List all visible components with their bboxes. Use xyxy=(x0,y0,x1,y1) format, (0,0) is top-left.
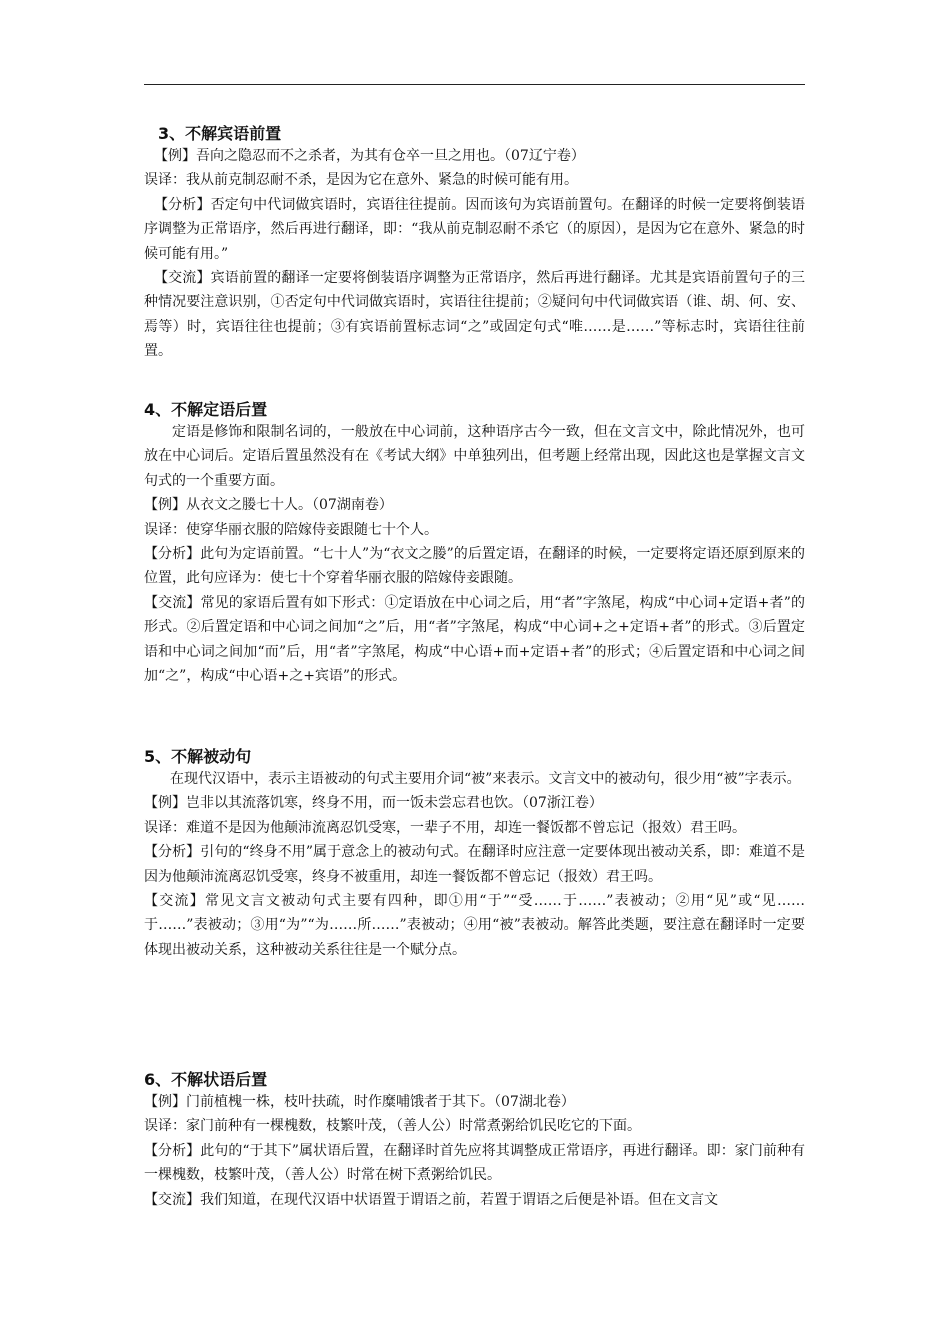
section-4 xyxy=(144,400,805,688)
example-paragraph: 【例】吾向之隐忍而不之杀者，为其有仓卒一旦之用也。（07辽宁卷） xyxy=(154,148,585,164)
section-heading: 4、不解定语后置 xyxy=(144,400,268,419)
exchange-paragraph: 【交流】常见文言文被动句式主要有四种，即①用“于”“受……于……”表被动；②用“见”或“见……于……”表被动；③用“为”“为……所……”表被动；④用“被”表被动。解答此类题，要注意在翻译时一定要体现出被动关系，这种被动关系往往是一个赋分点。 xyxy=(144,893,805,958)
header-rule xyxy=(144,84,805,85)
example-paragraph: 【例】岂非以其流落饥寒，终身不用，而一饭未尝忘君也饮。（07浙江卷） xyxy=(144,795,603,812)
exchange-paragraph: 【交流】宾语前置的翻译一定要将倒装语序调整为正常语序，然后再进行翻译。尤其是宾语前置句子的三种情况要注意识别，①否定句中代词做宾语时，宾语往往提前；②疑问句中代词做宾语（谁、胡、何、安、焉等）时，宾语往往也提前；③有宾语前置标志词“之”或固定句式“唯……是……”等标志时，宾语往往前置。 xyxy=(144,270,805,360)
analysis-paragraph: 【分析】此句的“于其下”属状语后置，在翻译时首先应将其调整成正常语序，再进行翻译。即：家门前种有一棵槐数，枝繁叶茂，（善人公）时常在树下煮粥给饥民。 xyxy=(144,1142,805,1184)
wrong-translation-paragraph: 误译：我从前克制忍耐不杀，是因为它在意外、紧急的时候可能有用。 xyxy=(144,172,578,189)
example-paragraph: 【例】门前植槐一株，枝叶扶疏，时作糜哺饿者于其下。（07湖北卷） xyxy=(144,1094,575,1110)
analysis-paragraph: 【分析】否定句中代词做宾语时，宾语往往提前。因而该句为宾语前置句。在翻译的时候一定要将倒装语序调整为正常语序，然后再进行翻译，即：“我从前克制忍耐不杀它（的原因），是因为它在意外、紧急的时候可能有用。” xyxy=(144,196,805,262)
section-heading: 5、不解被动句 xyxy=(144,747,252,766)
analysis-paragraph: 【分析】此句为定语前置。“七十人”为“衣文之媵”的后置定语，在翻译的时候，一定要将定语还原到原来的位置，此句应译为：使七十个穿着华丽衣服的陪嫁侍妾跟随。 xyxy=(144,546,805,587)
intro-paragraph: 定语是修饰和限制名词的，一般放在中心词前，这种语序古今一致，但在文言文中，除此情况外，也可放在中心词后。定语后置虽然没有在《考试大纲》中单独列出，但考题上经常出现，因此这也是掌握文言文句式的一个重要方面。 xyxy=(144,424,805,489)
intro-paragraph: 在现代汉语中，表示主语被动的句式主要用介词“被”来表示。文言文中的被动句，很少用“被”字表示。 xyxy=(170,771,801,787)
analysis-paragraph: 【分析】引句的“终身不用”属于意念上的被动句式。在翻译时应注意一定要体现出被动关系，即：难道不是因为他颠沛流离忍饥受寒，终身不被重用，却连一餐饭都不曾忘记（报效）君王吗。 xyxy=(144,844,805,885)
exchange-paragraph: 【交流】常见的家语后置有如下形式：①定语放在中心词之后，用“者”字煞尾，构成“中心词+定语+者”的形式。②后置定语和中心词之间加“之”后，用“者”字煞尾，构成“中心词+之+定语+者”的形式。③后置定语和中心词之间加“而”后，用“者”字煞尾，构成“中心语+而+定语+者”的形式；④后置定语和中心词之间加“之”，构成“中心语+之+宾语”的形式。 xyxy=(144,594,805,685)
wrong-translation-paragraph: 误译：使穿华丽衣服的陪嫁侍妾跟随七十个人。 xyxy=(144,521,438,538)
section-3 xyxy=(144,124,805,364)
wrong-translation-paragraph: 误译：难道不是因为他颠沛流离忍饥受寒，一辈子不用，却连一餐饭都不曾忘记（报效）君王吗。 xyxy=(144,819,746,836)
example-paragraph: 【例】从衣文之媵七十人。（07湖南卷） xyxy=(144,497,393,514)
section-heading: 6、不解状语后置 xyxy=(144,1070,268,1089)
section-5 xyxy=(144,747,805,962)
section-6 xyxy=(144,1070,805,1212)
section-heading: 3、不解宾语前置 xyxy=(158,124,282,143)
wrong-translation-paragraph: 误译：家门前种有一棵槐数，枝繁叶茂，（善人公）时常煮粥给饥民吃它的下面。 xyxy=(144,1118,641,1135)
exchange-paragraph: 【交流】我们知道，在现代汉语中状语置于谓语之前，若置于谓语之后便是补语。但在文言文 xyxy=(144,1191,718,1208)
